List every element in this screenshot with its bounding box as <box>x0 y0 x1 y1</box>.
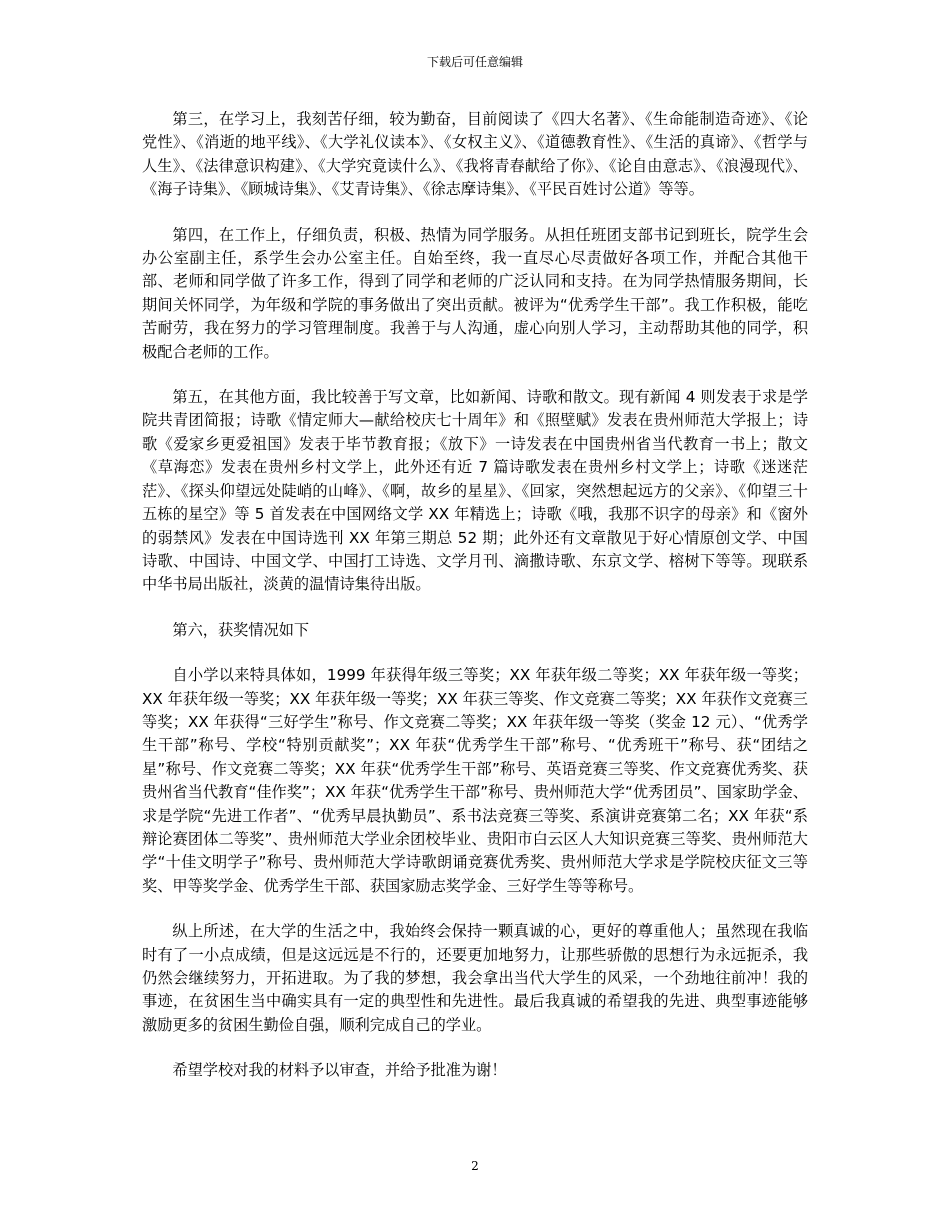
page-header: 下载后可任意编辑 <box>426 55 523 69</box>
paragraph-writing: 第五，在其他方面，我比较善于写文章，比如新闻、诗歌和散文。现有新闻 4 则发表于求是学院共青团简报；诗歌《情定师大—献给校庆七十周年》和《照壁赋》发表在贵州师范大学报上；诗歌《爱家乡更爱祖国》发表于毕节教育报；《放下》一诗发表在中国贵州省当代教育一书上；散文《草海恋》发表在贵州乡村文学上，此外还有近 7 篇诗歌发表在贵州乡村文学上；诗歌《迷迷茫茫》、《探头仰望远处陡峭的山峰》、《啊，故乡的星星》、《回家，突然想起远方的父亲》、《仰望三十五栋的星空》等 5 首发表在中国网络文学 XX 年精选上；诗歌《哦，我那不识字的母亲》和《窗外的弱禁风》发表在中国诗选刊 XX 年第三期总 52 期；此外还有文章散见于好心情原创文学、中国诗歌、中国诗、中国文学、中国打工诗选、文学月刊、滴撒诗歌、东京文学、榕树下等等。现联系中华书局出版社，淡黄的温情诗集待出版。 <box>142 388 808 594</box>
paragraph-summary: 纵上所述，在大学的生活之中，我始终会保持一颗真诚的心，更好的尊重他人；虽然现在我临时有了一小点成绩，但是这远远是不行的，还要更加地努力，让那些骄傲的思想行为永远扼杀，我仍然会继续努力，开拓进取。为了我的梦想，我会拿出当代大学生的风采，一个劲地往前冲！我的事迹，在贫困生当中确实具有一定的典型性和先进性。最后我真诚的希望我的先进、典型事迹能够激励更多的贫困生勤俭自强，顺利完成自己的学业。 <box>142 922 808 1034</box>
paragraph-closing: 希望学校对我的材料予以审查，并给予批准为谢！ <box>172 1061 507 1080</box>
document-body <box>142 108 808 1105</box>
paragraph-work: 第四，在工作上，仔细负责，积极、热情为同学服务。从担任班团支部书记到班长，院学生会办公室副主任，系学生会办公室主任。自始至终，我一直尽心尽责做好各项工作，并配合其他干部、老师和同学做了许多工作，得到了同学和老师的广泛认同和支持。在为同学热情服务期间，长期间关怀同学，为年级和学院的事务做出了突出贡献。被评为“优秀学生干部”。我工作积极，能吃苦耐劳，我在努力的学习管理制度。我善于与人沟通，虚心向别人学习，主动帮助其他的同学，积极配合老师的工作。 <box>142 225 808 361</box>
page-number: 2 <box>471 1159 479 1173</box>
paragraph-study: 第三，在学习上，我刻苦仔细，较为勤奋，目前阅读了《四大名著》、《生命能制造奇迹》、《论党性》、《消逝的地平线》、《大学礼仪读本》、《女权主义》、《道德教育性》、《生活的真谛》、《哲学与人生》、《法律意识构建》、《大学究竟读什么》、《我将青春献给了你》、《论自由意志》、《浪漫现代》、《海子诗集》、《顾城诗集》、《艾青诗集》、《徐志摩诗集》、《平民百姓讨公道》等等。 <box>142 110 808 199</box>
paragraph-awards-list: 自小学以来特具体如，1999 年获得年级三等奖；XX 年获年级二等奖；XX 年获年级一等奖；XX 年获年级一等奖；XX 年获年级一等奖；XX 年获三等奖、作文竞赛二等奖；XX 年获作文竞赛三等奖；XX 年获得“三好学生”称号、作文竞赛二等奖；XX 年获年级一等奖（奖金 12 元）、“优秀学生干部”称号、学校“特别贡献奖”；XX 年获“优秀学生干部”称号、“优秀班干”称号、获“团结之星”称号、作文竞赛二等奖；XX 年获“优秀学生干部”称号、英语竞赛三等奖、作文竞赛优秀奖、获贵州省当代教育“佳作奖”；XX 年获“优秀学生干部”称号、贵州师范大学“优秀团员”、国家助学金、求是学院“先进工作者”、“优秀早晨执勤员”、系书法竞赛三等奖、系演讲竞赛第二名；XX 年获“系辩论赛团体二等奖”、贵州师范大学业余团校毕业、贵阳市白云区人大知识竞赛三等奖、贵州师范大学“十佳文明学子”称号、贵州师范大学诗歌朗诵竞赛优秀奖、贵州师范大学求是学院校庆征文三等奖、甲等奖学金、优秀学生干部、获国家励志奖学金、三好学生等等称号。 <box>142 666 808 895</box>
paragraph-awards-heading: 第六，获奖情况如下 <box>172 620 310 639</box>
